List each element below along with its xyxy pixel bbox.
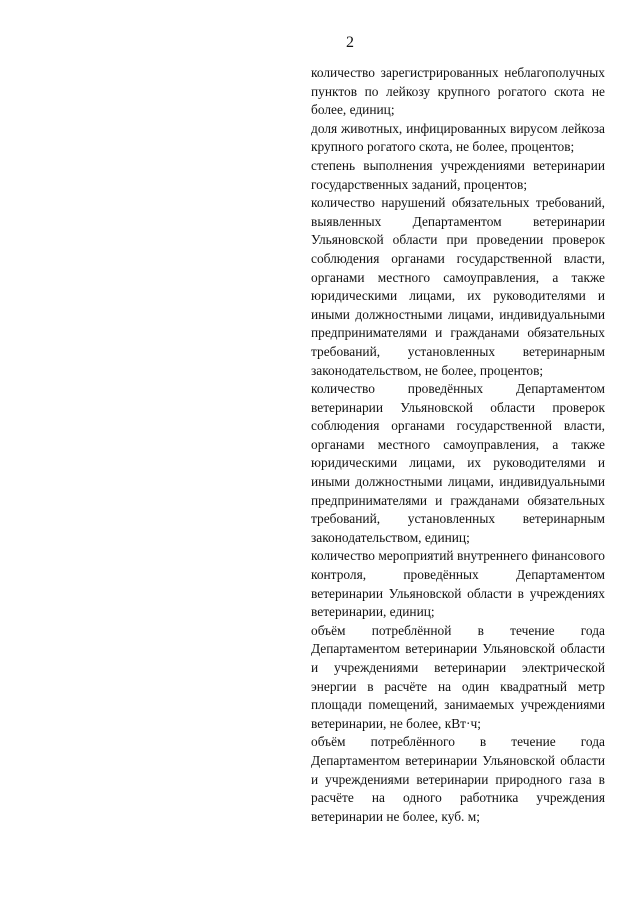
text-column <box>311 64 605 826</box>
paragraph: количество мероприятий внутреннего финансового контроля, проведённых Департаментом ветеринарии Ульяновской области в учреждениях ветеринарии, единиц; <box>311 548 605 620</box>
paragraph: количество проведённых Департаментом ветеринарии Ульяновской области проверок соблюдения органами государственной власти, органами местного самоуправления, а также юридическими лицами, их руководителями и иными должностными лицами, индивидуальными предпринимателями и гражданами обязательных требований, установленных ветеринарным законодательством, единиц; <box>311 381 605 545</box>
paragraph: количество зарегистрированных неблагополучных пунктов по лейкозу крупного рогатого скота не более, единиц; <box>311 65 605 118</box>
paragraph: степень выполнения учреждениями ветеринарии государственных заданий, процентов; <box>311 157 605 192</box>
paragraph: объём потреблённого в течение года Департаментом ветеринарии Ульяновской области и учреждениями ветеринарии природного газа в расчёте на одного работника учреждения ветеринарии не более, куб. м; <box>311 734 605 824</box>
paragraph: объём потреблённой в течение года Департаментом ветеринарии Ульяновской области и учреждениями ветеринарии электрической энергии в расчёте на один квадратный метр площади помещений, занимаемых учреждениями ветеринарии, не более, кВт·ч; <box>311 622 605 731</box>
paragraph: количество нарушений обязательных требований, выявленных Департаментом ветеринарии Ульяновской области при проведении проверок соблюдения органами государственной власти, органами местного самоуправления, а также юридическими лицами, их руководителями и иными должностными лицами, индивидуальными предпринимателями и гражданами обязательных требований, установленных ветеринарным законодательством, не более, процентов; <box>311 195 605 378</box>
page-number: 2 <box>346 34 354 51</box>
paragraph: доля животных, инфицированных вирусом лейкоза крупного рогатого скота, не более, процентов; <box>311 120 605 155</box>
